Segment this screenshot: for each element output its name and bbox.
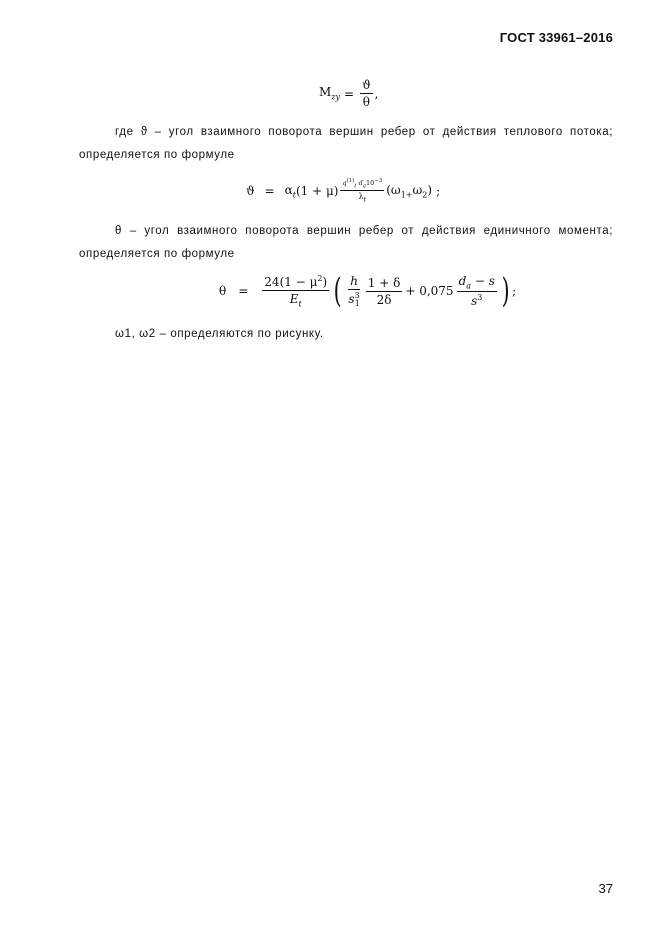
right-paren: ) — [501, 271, 510, 312]
fraction-h-s1 — [346, 274, 361, 308]
one-plus-mu: (1 + μ) — [295, 184, 339, 199]
omega-sum: $(\omega_{1+}\omega_2)$ — [386, 182, 433, 200]
fraction-denominator: $\lambda_t$ — [358, 192, 367, 205]
formula-punctuation: ; — [512, 284, 517, 299]
equals-sign: = — [344, 86, 355, 101]
fraction-denominator: θ — [362, 95, 370, 109]
fraction-denominator: $s^3$ — [471, 293, 483, 309]
fraction-numerator: $q^{(1)}_t$ $d_a10^{-3}$ — [342, 178, 383, 190]
paragraph-unit-moment-angle: θ – угол взаимного поворота вершин ребер от действия единичного момента; определяется по формуле — [79, 225, 613, 260]
fraction-denominator: $E_t$ — [289, 292, 302, 309]
fraction-theta — [360, 78, 373, 109]
formula-lhs: θ — [219, 284, 227, 299]
document-code-header: ГОСТ 33961–2016 — [499, 30, 613, 45]
fraction-elasticity — [262, 274, 329, 308]
fraction-numerator: ϑ — [362, 78, 371, 92]
fraction-numerator: $d_a - s$ — [458, 274, 495, 291]
formula-punctuation: , — [374, 86, 379, 101]
fraction-delta — [366, 276, 403, 307]
equals-sign: = — [264, 184, 275, 199]
left-paren: ( — [333, 271, 342, 312]
fraction-denominator: $s^3_1$ — [348, 291, 360, 309]
formula-unit-moment-angle — [219, 271, 517, 312]
fraction-denominator: 2δ — [376, 292, 392, 307]
fraction-heat-flow — [340, 178, 384, 204]
fraction-numerator: 1 + δ — [367, 275, 401, 290]
paragraph-thermal-angle: где ϑ – угол взаимного поворота вершин ребер от действия теплового потока; определяется по формуле — [79, 126, 613, 161]
formula-mzy — [319, 78, 379, 109]
alpha-symbol: $\alpha_t$ — [284, 182, 296, 200]
formula-lhs: ϑ — [246, 184, 255, 199]
formula-punctuation: ; — [436, 184, 441, 199]
equals-sign: = — [238, 284, 249, 299]
formula-thermal-angle — [246, 178, 440, 204]
fraction-numerator: $24(1 - \mu^2)$ — [264, 274, 328, 289]
page-number: 37 — [598, 881, 613, 896]
fraction-numerator: h — [350, 274, 358, 288]
fraction-da-s — [457, 274, 497, 308]
paragraph-omega-note: ω1, ω2 – определяются по рисунку. — [115, 328, 324, 340]
formula-mzy-lhs: $M_{zy}$ — [319, 85, 341, 102]
plus-coefficient: + 0,075 — [405, 284, 454, 299]
